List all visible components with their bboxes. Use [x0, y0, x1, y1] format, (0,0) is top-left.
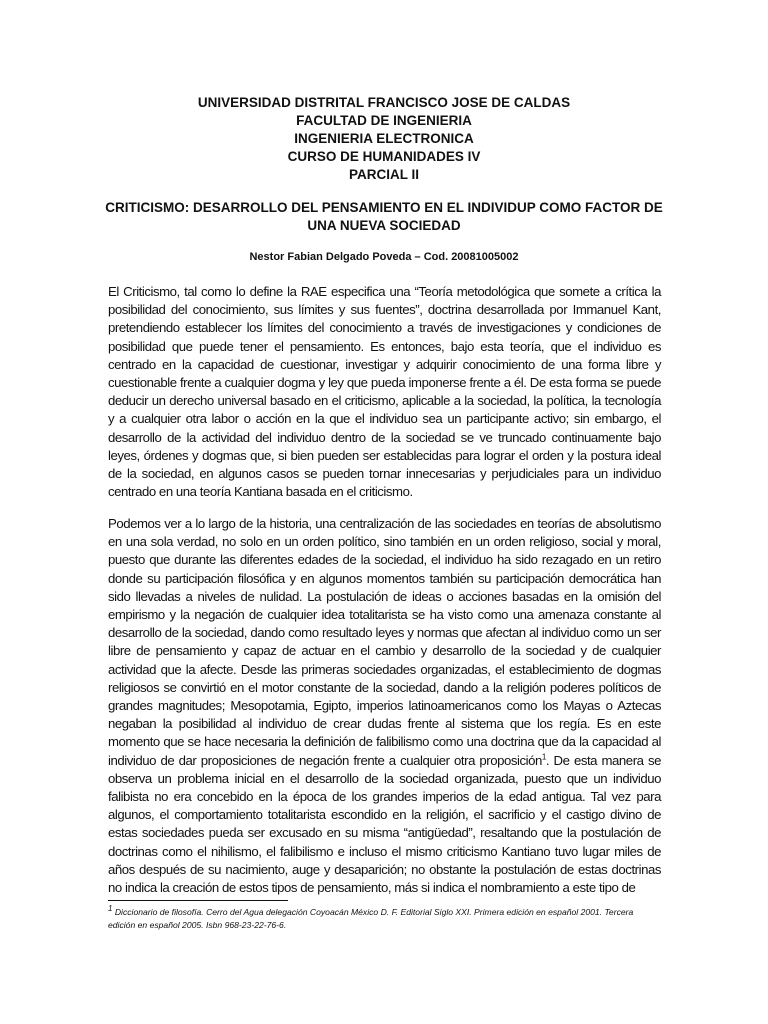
paragraph-2-text-b: . De esta manera se observa un problema inicial en el desarrollo de la sociedad organizada, puesto que un individuo falibista no era concebido en la época de los grandes imperios de la edad antigua. Tal vez para algunos, el comportamiento totalitarista escondido en la religión, el sacrificio y el castigo divino de estas sociedades pueda ser excusado en su misma “antigüedad”, resaltando que la postulación de doctrinas como el nihilismo, el falibilismo e incluso el mismo criticismo Kantiano tuvo lugar miles de años después de su nacimiento, auge y desaparición; no obstante la postulación de estas doctrinas no indica la creación de estos tipos de pensamiento, más si indica el nombramiento a este tipo de: [108, 752, 661, 896]
footnote: [108, 906, 661, 932]
program-name: INGENIERIA ELECTRONICA: [294, 131, 474, 146]
footnote-number: 1: [108, 904, 113, 914]
paragraph-2-text-a: Podemos ver a lo largo de la historia, una centralización de las sociedades en teorías de absolutismo en una sola verdad, no solo en un orden político, sino también en un orden religioso, social y moral, puesto que durante las diferentes edades de la sociedad, el individuo ha sido rezagado en un retiro donde su participación filosófica y en algunos momentos también su participación democrática han sido llevadas a niveles de nulidad. La postulación de ideas o acciones basadas en la omisión del empirismo y la negación de cualquier idea totalitarista se ha visto como una amenaza constante al desarrollo de la sociedad, dando como resultado leyes y normas que afectan al individuo como un ser libre de pensamiento y capaz de actuar en el cambio y desarrollo de la sociedad y de cualquier actividad que la afecte. Desde las primeras sociedades organizadas, el establecimiento de dogmas religiosos se convirtió en el motor constante de la sociedad, dando a la religión poderes políticos de grandes magnitudes; Mesopotamia, Egipto, imperios latinoamericanos como los Mayas o Aztecas negaban la posibilidad al individuo de crear dudas frente al sistema que los regía. Es en este momento que se hace necesaria la definición de falibilismo como una doctrina que da la capacidad al individuo de dar proposiciones de negación frente a cualquier otra proposición: [108, 516, 661, 768]
paragraph-2: [108, 515, 661, 897]
essay-title: CRITICISMO: DESARROLLO DEL PENSAMIENTO EN EL INDIVIDUP COMO FACTOR DE UNA NUEVA SOCIEDAD: [105, 200, 663, 233]
document-header: [0, 94, 768, 184]
exam-name: PARCIAL II: [348, 167, 419, 182]
footnote-text: Diccionario de filosofía. Cerro del Agua delegación Coyoacán México D. F. Editorial Siglo XXI. Primera edición en español 2001. Tercera edición en español 2005. Isbn 968-23-22-76-6.: [108, 907, 634, 930]
paragraph-1: El Criticismo, tal como lo define la RAE especifica una “Teoría metodológica que somete a crítica la posibilidad del conocimiento, sus límites y sus fuentes”, doctrina desarrollada por Immanuel Kant, pretendiendo establecer los límites del conocimiento a través de investigaciones y condiciones de posibilidad que puede tener el pensamiento. Es entonces, bajo esta teoría, que el individuo es centrado en la capacidad de cuestionar, investigar y adquirir conocimiento de una forma libre y cuestionable frente a cualquier dogma y ley que pueda imponerse frente a él. De esta forma se puede deducir un derecho universal basado en el criticismo, aplicable a la sociedad, la política, la tecnología y a cualquier otra labor o acción en la que el individuo sea un participante activo; sin embargo, el desarrollo de la actividad del individuo dentro de la sociedad se ve truncado continuamente bajo leyes, órdenes y dogmas que, si bien pueden ser establecidas para lograr el orden y la postura ideal de la sociedad, en algunos casos se pueden tornar innecesarias y perjudiciales para un individuo centrado en una teoría Kantiana basada en el criticismo.: [108, 284, 661, 500]
university-name: UNIVERSIDAD DISTRITAL FRANCISCO JOSE DE CALDAS: [197, 95, 571, 110]
footnote-divider: [108, 900, 288, 901]
footnote-reference[interactable]: 1: [541, 752, 546, 762]
faculty-name: FACULTAD DE INGENIERIA: [296, 113, 472, 128]
course-name: CURSO DE HUMANIDADES IV: [287, 149, 481, 164]
author-line: Nestor Fabian Delgado Poveda – Cod. 20081005002: [249, 251, 519, 263]
